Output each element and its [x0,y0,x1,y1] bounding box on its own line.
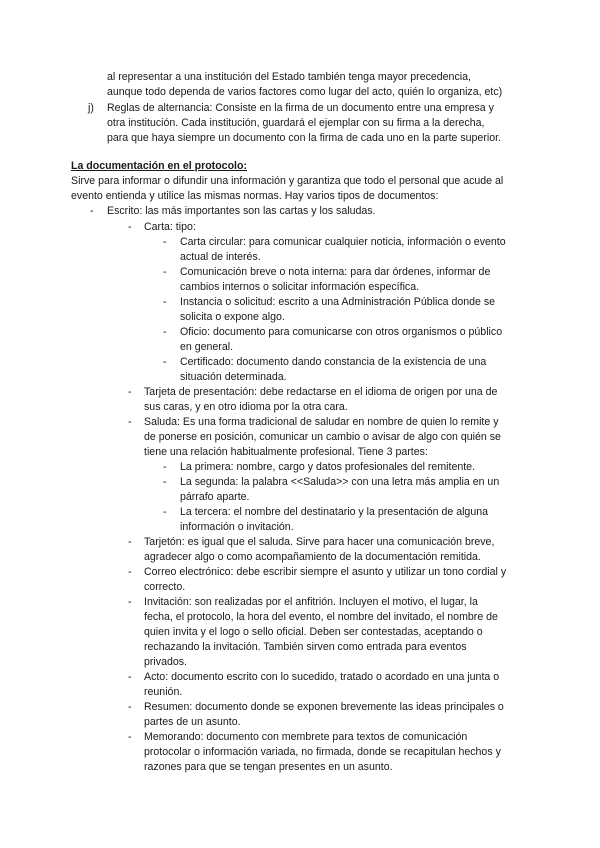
carta-type-line: Instancia o solicitud: escrito a una Administración Pública donde se [180,296,496,308]
acto-line: Acto: documento escrito con lo sucedido, tratado o acordado en una junta o [144,671,500,683]
carta-type-line: cambios internos o solicitar información específica. [180,281,420,293]
escrito-item: Escrito: las más importantes son las cartas y los saludas. [107,205,376,217]
memorando-line: razones para que se tengan presentes en un asunto. [144,761,393,773]
invitacion-line: privados. [144,656,187,668]
bullet-dash: - [163,326,167,338]
invitacion-line: rechazando la invitación. También sirven como entrada para eventos [144,641,467,653]
carta-type-line: Comunicación breve o nota interna: para dar órdenes, informar de [180,266,491,278]
bullet-dash: - [128,221,132,233]
carta-type-line: solicita o expone algo. [180,311,285,323]
saluda-line: tiene una relación habitualmente profesional. Tiene 3 partes: [144,446,428,458]
acto-line: reunión. [144,686,183,698]
tarjeta-line: sus caras, y en otro idioma por la otra cara. [144,401,348,413]
carta-type-line: Carta circular: para comunicar cualquier noticia, información o evento [180,236,506,248]
saluda-part-line: La tercera: el nombre del destinatario y la presentación de alguna [180,506,488,518]
saluda-part-line: párrafo aparte. [180,491,250,503]
carta-type-line: Certificado: documento dando constancia de la existencia de una [180,356,487,368]
carta-type-line: situación determinada. [180,371,287,383]
carta-type-line: actual de interés. [180,251,261,263]
bullet-dash: - [128,596,132,608]
memorando-line: Memorando: documento con membrete para textos de comunicación [144,731,468,743]
item-j-marker: j) [88,102,94,114]
bullet-dash: - [163,506,167,518]
bullet-dash: - [128,566,132,578]
item-j-line: Reglas de alternancia: Consiste en la firma de un documento entre una empresa y [107,102,494,114]
item-i-continuation-line: al representar a una institución del Estado también tenga mayor precedencia, [107,71,471,83]
bullet-dash: - [163,356,167,368]
carta-type-line: en general. [180,341,234,353]
correo-line: correcto. [144,581,186,593]
invitacion-line: quien invita y el logo o sello oficial. Deben ser contestadas, aceptando o [144,626,483,638]
item-i-continuation-line: aunque todo dependa de varios factores como lugar del acto, quién lo organiza, etc) [107,86,503,98]
bullet-dash: - [128,731,132,743]
saluda-part-line: La segunda: la palabra <<Saluda>> con una letra más amplia en un [180,476,500,488]
bullet-dash: - [128,536,132,548]
bullet-dash: - [163,266,167,278]
saluda-line: de ponerse en posición, comunicar un cambio o avisar de algo con quién se [144,431,501,443]
section-intro-line: evento entienda y utilice las mismas normas. Hay varios tipos de documentos: [71,190,439,202]
bullet-dash: - [128,671,132,683]
bullet-dash: - [90,205,94,217]
bullet-dash: - [163,476,167,488]
bullet-dash: - [128,701,132,713]
resumen-line: partes de un asunto. [144,716,241,728]
saluda-line: Saluda: Es una forma tradicional de saludar en nombre de quien lo remite y [144,416,499,428]
bullet-dash: - [163,296,167,308]
saluda-part-line: información o invitación. [180,521,294,533]
tarjeton-line: Tarjetón: es igual que el saluda. Sirve para hacer una comunicación breve, [144,536,495,548]
tarjeton-line: agradecer algo o como acompañamiento de la documentación remitida. [144,551,481,563]
memorando-line: protocolar o información variada, no firmada, donde se recapitulan hechos y [144,746,501,758]
item-j-line: otra institución. Cada institución, guardará el ejemplar con su firma a la derecha, [107,117,485,129]
bullet-dash: - [128,386,132,398]
invitacion-line: fecha, el protocolo, la hora del evento, el nombre del invitado, el nombre de [144,611,498,623]
correo-line: Correo electrónico: debe escribir siempre el asunto y utilizar un tono cordial y [144,566,507,578]
bullet-dash: - [163,236,167,248]
section-heading: La documentación en el protocolo: [71,160,247,172]
carta-type-line: Oficio: documento para comunicarse con otros organismos o público [180,326,503,338]
invitacion-line: Invitación: son realizadas por el anfitrión. Incluyen el motivo, el lugar, la [144,596,478,608]
tarjeta-line: Tarjeta de presentación: debe redactarse en el idioma de origen por una de [144,386,498,398]
carta-item: Carta: tipo: [144,221,196,233]
resumen-line: Resumen: documento donde se exponen brevemente las ideas principales o [144,701,504,713]
bullet-dash: - [128,416,132,428]
section-intro-line: Sirve para informar o difundir una información y garantiza que todo el personal que acude al [71,175,504,187]
item-j-line: para que haya siempre un documento con la firma de cada uno en la parte superior. [107,132,501,144]
saluda-part-line: La primera: nombre, cargo y datos profesionales del remitente. [180,461,476,473]
bullet-dash: - [163,461,167,473]
